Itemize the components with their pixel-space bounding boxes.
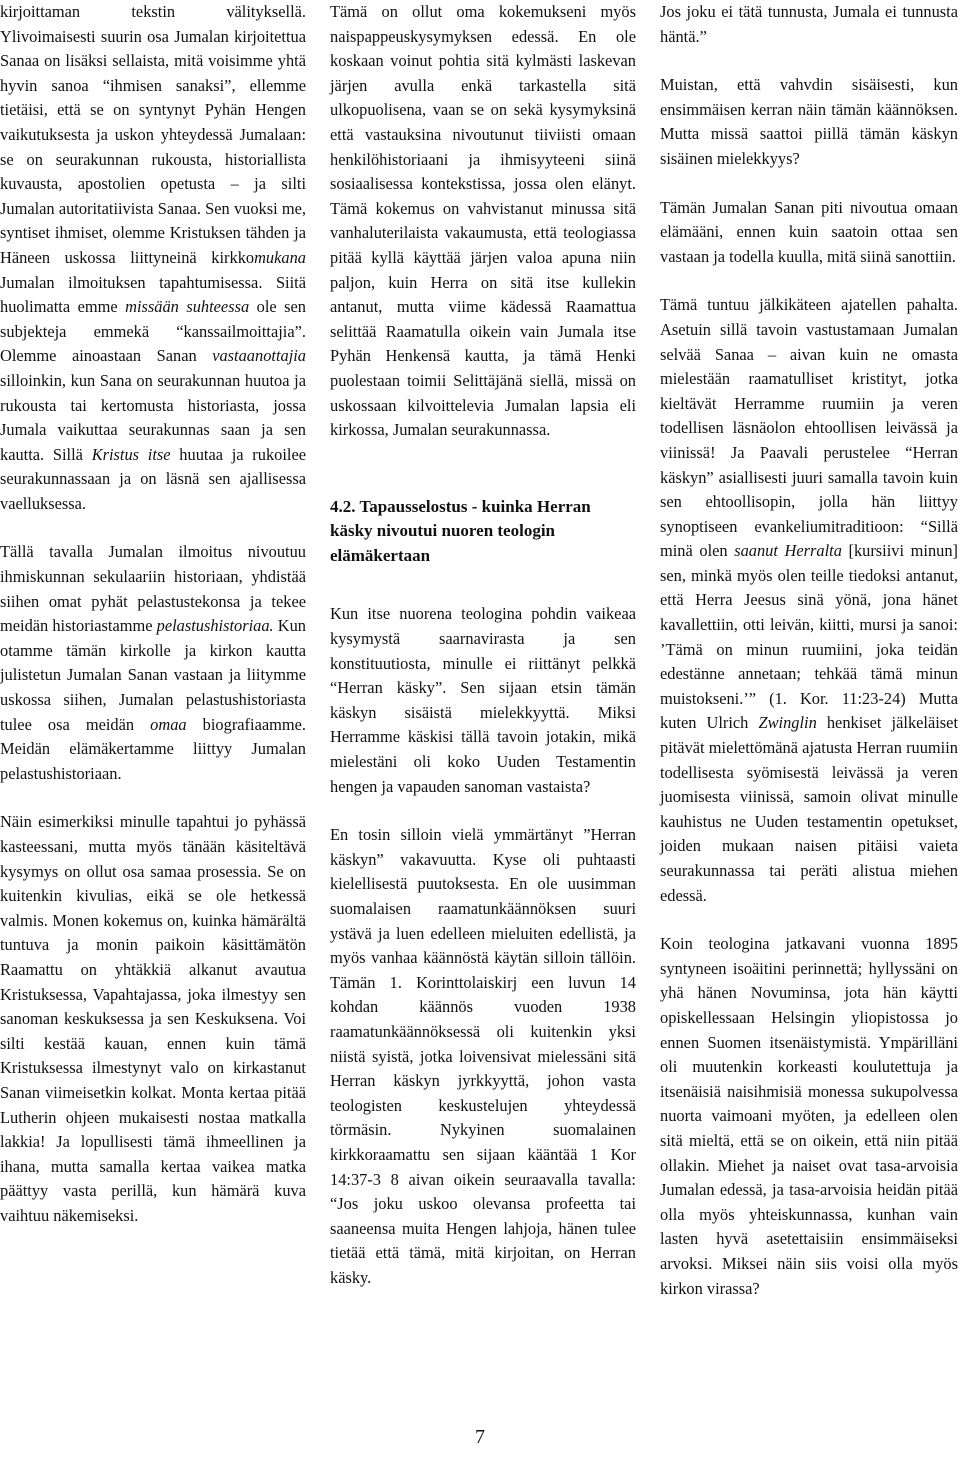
text-run: kirjoittaman tekstin välityksellä. Ylivoimaisesti suurin osa Jumalan kirjoitettua Sanaa on lisäksi sellaista, mitä voisimme yhtä hyvin sanoa “ihmisen sanaksi”, ellemme tietäisi, että se on syntynyt Pyhän Hengen vaikutuksesta ja uskon yhteydessä Jumalaan: se on seurakunnan rukousta, historiallista kuvausta, apostolien opetusta – ja silti Jumalan autoritatiivista Sanaa. Sen vuoksi me, syntiset ihmiset, olemme Kristuksen tähden ja Häneen uskossa liittyneinä kirkko bbox=[0, 2, 306, 267]
italic-text: mukana bbox=[254, 247, 306, 267]
italic-text: Zwinglin bbox=[758, 713, 817, 733]
text-run: huutaa ja rukoilee seurakunnassaan ja on läsnä sen ajallisessa vaelluksessa. bbox=[0, 444, 306, 513]
text-run: Tämä tuntuu jälkikäteen ajatellen pahalta. Asetuin sillä tavoin vastustamaan Jumalan selvää Sanaa – aivan kuin ne omasta mielestään raamatulliset kristityt, jotka kieltävät Herramme ruumiin ja veren todellisen läsnäolon ehtoollisen leivässä ja viinissä! Ja Paavali perustelee “Herran käskyn” asiallisesti juuri samalla tavoin kuin sen ehtoollisopin, jolla hän liittyy synoptiseen evankeliumitraditioon: “Sillä minä olen bbox=[660, 295, 958, 561]
paragraph bbox=[0, 0, 306, 516]
italic-text: Kristus itse bbox=[91, 444, 171, 464]
paragraph bbox=[660, 293, 958, 908]
paragraph bbox=[660, 196, 958, 270]
paragraph bbox=[660, 0, 958, 49]
italic-text: saanut Herralta bbox=[734, 541, 842, 561]
text-run: [kursiivi minun] sen, minkä myös olen teille tiedoksi antanut, että Herra Jeesus sinä yönä, jona hänet kavallettiin, otti leivän, kiitti, mursi ja sanoi: ’Tämä on minun ruumiini, joka teidän edestänne annetaan; tehkää tämä minun muistokseni.’” (1. Kor. 11:23-24) Mutta kuten Ulrich bbox=[660, 541, 958, 733]
text-run: Kun itse nuorena teologina pohdin vaikeaa kysymystä saarnavirasta ja sen konstituutiosta, minulle ei riittänyt pelkkä “Herran käsky”. Sen sijaan etsin tämän käskyn sisäistä mielekkyyttä. Miksi Herramme käskisi tällä tavoin jotakin, mikä mielestäni oli koko Uuden Testamentin hengen ja vapauden sanoman vastaista? bbox=[330, 604, 636, 796]
text-run: Tämä on ollut oma kokemukseni myös naispappeuskysymyksen edessä. En ole koskaan voinut pohtia sitä kylmästi laskevan järjen avulla enkä tarkastella sitä ulkopuolisena, vaan se on sekä kysymyksinä että vastauksina nivoutunut tiiviisti omaan henkilöhistoriaani ja ihmisyyteeni siinä sosiaalisessa kontekstissa, jossa olen elänyt. Tämä kokemus on vahvistanut minussa sitä vanhaluterilaista vakaumusta, että teologiassa pitää kyllä käyttää järjen valoa apuna niin paljon, kuin Herra on sitä itse kullekin antanut, mutta viime kädessä Raamattua selittää Raamatulla oikein vain Jumala itse Pyhän Henkensä kautta, ja tämä Henki puolestaan toimii Selittäjänä siellä, missä on uskossaan kilvoittelevia Jumalan lapsia eli kirkossa, Jumalan seurakunnassa. bbox=[330, 2, 636, 440]
paragraph bbox=[330, 0, 636, 443]
italic-text: omaa bbox=[150, 714, 187, 734]
text-run: Jumalan ilmoituksen tapahtumisessa. Siitä huolimatta emme bbox=[0, 272, 306, 317]
page-number: 7 bbox=[475, 1426, 485, 1448]
italic-text: vastaanottajia bbox=[212, 346, 306, 366]
paragraph bbox=[660, 73, 958, 171]
paragraph bbox=[0, 540, 306, 786]
text-run: Muistan, että vahvdin sisäisesti, kun ensimmäisen kerran näin tämän käännöksen. Mutta missä saattoi piillä tämän käskyn sisäinen mielekkyys? bbox=[660, 75, 958, 168]
text-run: biografiaamme. Meidän elämäkertamme liittyy Jumalan pelastushistoriaan. bbox=[0, 714, 306, 783]
paragraph bbox=[330, 823, 636, 1290]
italic-text: missään suhteessa bbox=[125, 297, 250, 317]
text-run: henkiset jälkeläiset pitävät mielettömänä ajatusta Herran ruumiin todellisesta syömisestä leivässä ja veren juomisesta viinissä, samoin olivat minulle kauhistus ne Uuden testamentin opetukset, joiden mukaan naisen pitäisi vaieta seurakunnassa tai peräti alistua miehen edessä. bbox=[660, 713, 959, 905]
spacer bbox=[330, 443, 636, 495]
text-run: ole sen subjekteja emmekä “kanssailmoittajia”. Olemme ainoastaan Sanan bbox=[0, 297, 306, 366]
italic-text: pelastushistoriaa. bbox=[156, 616, 274, 636]
text-run: En tosin silloin vielä ymmärtänyt ”Herran käskyn” vakavuutta. Kyse oli puhtaasti kielellisestä puutoksesta. En ole uusimman suomalaisen raamatunkäännöksen suuri ystävä ja luen edelleen mieluiten edellistä, ja myös vanhaa käännöstä käytän silloin tällöin. Tämän 1. Korinttolaiskirj een luvun 14 kohdan käännös vuoden 1938 raamatunkäännöksessä oli kuitenkin yksi niistä syistä, jotka loivensivat mielessäni sitä Herran käskyn jyrkkyyttä, johon vasta teologisten keskustelujen yhteydessä törmäsin. Nykyinen suomalainen kirkkoraamattu sen sijaan kääntää 1 Kor 14:37-3 8 aivan oikein seuraavalla tavalla: “Jos joku uskoo olevansa profeetta tai saaneensa muita Hengen lahjoja, hänen tulee tietää että tämä, mitä kirjoitan, on Herran käsky. bbox=[330, 825, 636, 1287]
paragraph bbox=[0, 810, 306, 1228]
text-run: Näin esimerkiksi minulle tapahtui jo pyhässä kasteessani, mutta myös tänään käsiteltävä kysymys on ollut osa samaa prosessia. Se on kuitenkin kivulias, eikä se ole hetkessä valmis. Monen kokemus on, kuinka hämärältä tuntuva ja monin paikoin käsittämätön Raamattu on yhtäkkiä alkanut avautua Kristuksessa, Vapahtajassa, joka ilmestyy sen sanoman keskuksessa ja sen Keskuksena. Voi silti kestää kauan, ennen kuin tämä Kristuksessa ilmestynyt valo on kirkastanut Sanan viimeisetkin kolkat. Monta kertaa pitää Lutherin ohjeen mukaisesti nostaa matkalla lakkia! Ja lopullisesti tämä ihmeellinen ja ihana, mutta samalla kertaa vaikea matka päättyy vasta perillä, kun hämärä kuva vaihtuu näkemiseksi. bbox=[0, 812, 306, 1225]
text-run: Tämän Jumalan Sanan piti nivoutua omaan elämääni, ennen kuin saatoin ottaa sen vastaan ja todella kuulla, mitä siinä sanottiin. bbox=[660, 197, 958, 266]
text-column-1 bbox=[0, 0, 306, 1229]
text-run: Kun otamme tämän kirkolle ja kirkon kautta julistetun Jumalan Sanan vastaan ja liitymme uskossa siihen, Jumalan pelastushistoriasta tulee osa meidän bbox=[0, 616, 306, 734]
spacer bbox=[330, 568, 636, 602]
text-run: Koin teologina jatkavani vuonna 1895 syntyneen isoäitini perinnettä; hyllyssäni on yhä hänen Novuminsa, jota hän käytti opiskellessaan Helsingin yliopistossa jo ennen Suomen itsenäistymistä. Ympärilläni oli muutenkin korkeasti koulutettuja ja itsenäisiä naisihmisiä monessa sukupolvessa nuorta vaimoani myöten, ja edelleen olen sitä mieltä, että se on oikein, että niin pitää ollakin. Miehet ja naiset ovat tasa-arvoisia Jumalan edessä, ja tasa-arvoisia heidän pitää olla myös yhteiskunnassa, kunhan vain lasten hyvä asetettaisiin ensimmäiseksi arvoksi. Miksei näin siis voisi olla myös kirkon virassa? bbox=[660, 934, 958, 1298]
text-run: silloinkin, kun Sana on seurakunnan huutoa ja rukousta tai kertomusta historiasta, jossa Jumala vaikuttaa seurakunnas saan ja sen kautta. Sillä bbox=[0, 370, 306, 464]
text-column-2 bbox=[330, 0, 636, 1291]
text-run: Jos joku ei tätä tunnusta, Jumala ei tunnusta häntä.” bbox=[660, 2, 958, 46]
text-column-3 bbox=[660, 0, 958, 1301]
paragraph bbox=[330, 602, 636, 799]
text-run: Tällä tavalla Jumalan ilmoitus nivoutuu ihmiskunnan sekulaariin historiaan, yhdistää siihen omat pyhät pelastustekonsa ja tekee meidän historiastamme bbox=[0, 542, 306, 636]
paragraph bbox=[660, 932, 958, 1301]
section-heading: 4.2. Tapausselostus - kuinka Herran käsky nivoutui nuoren teologin elämäkertaan bbox=[330, 496, 591, 565]
